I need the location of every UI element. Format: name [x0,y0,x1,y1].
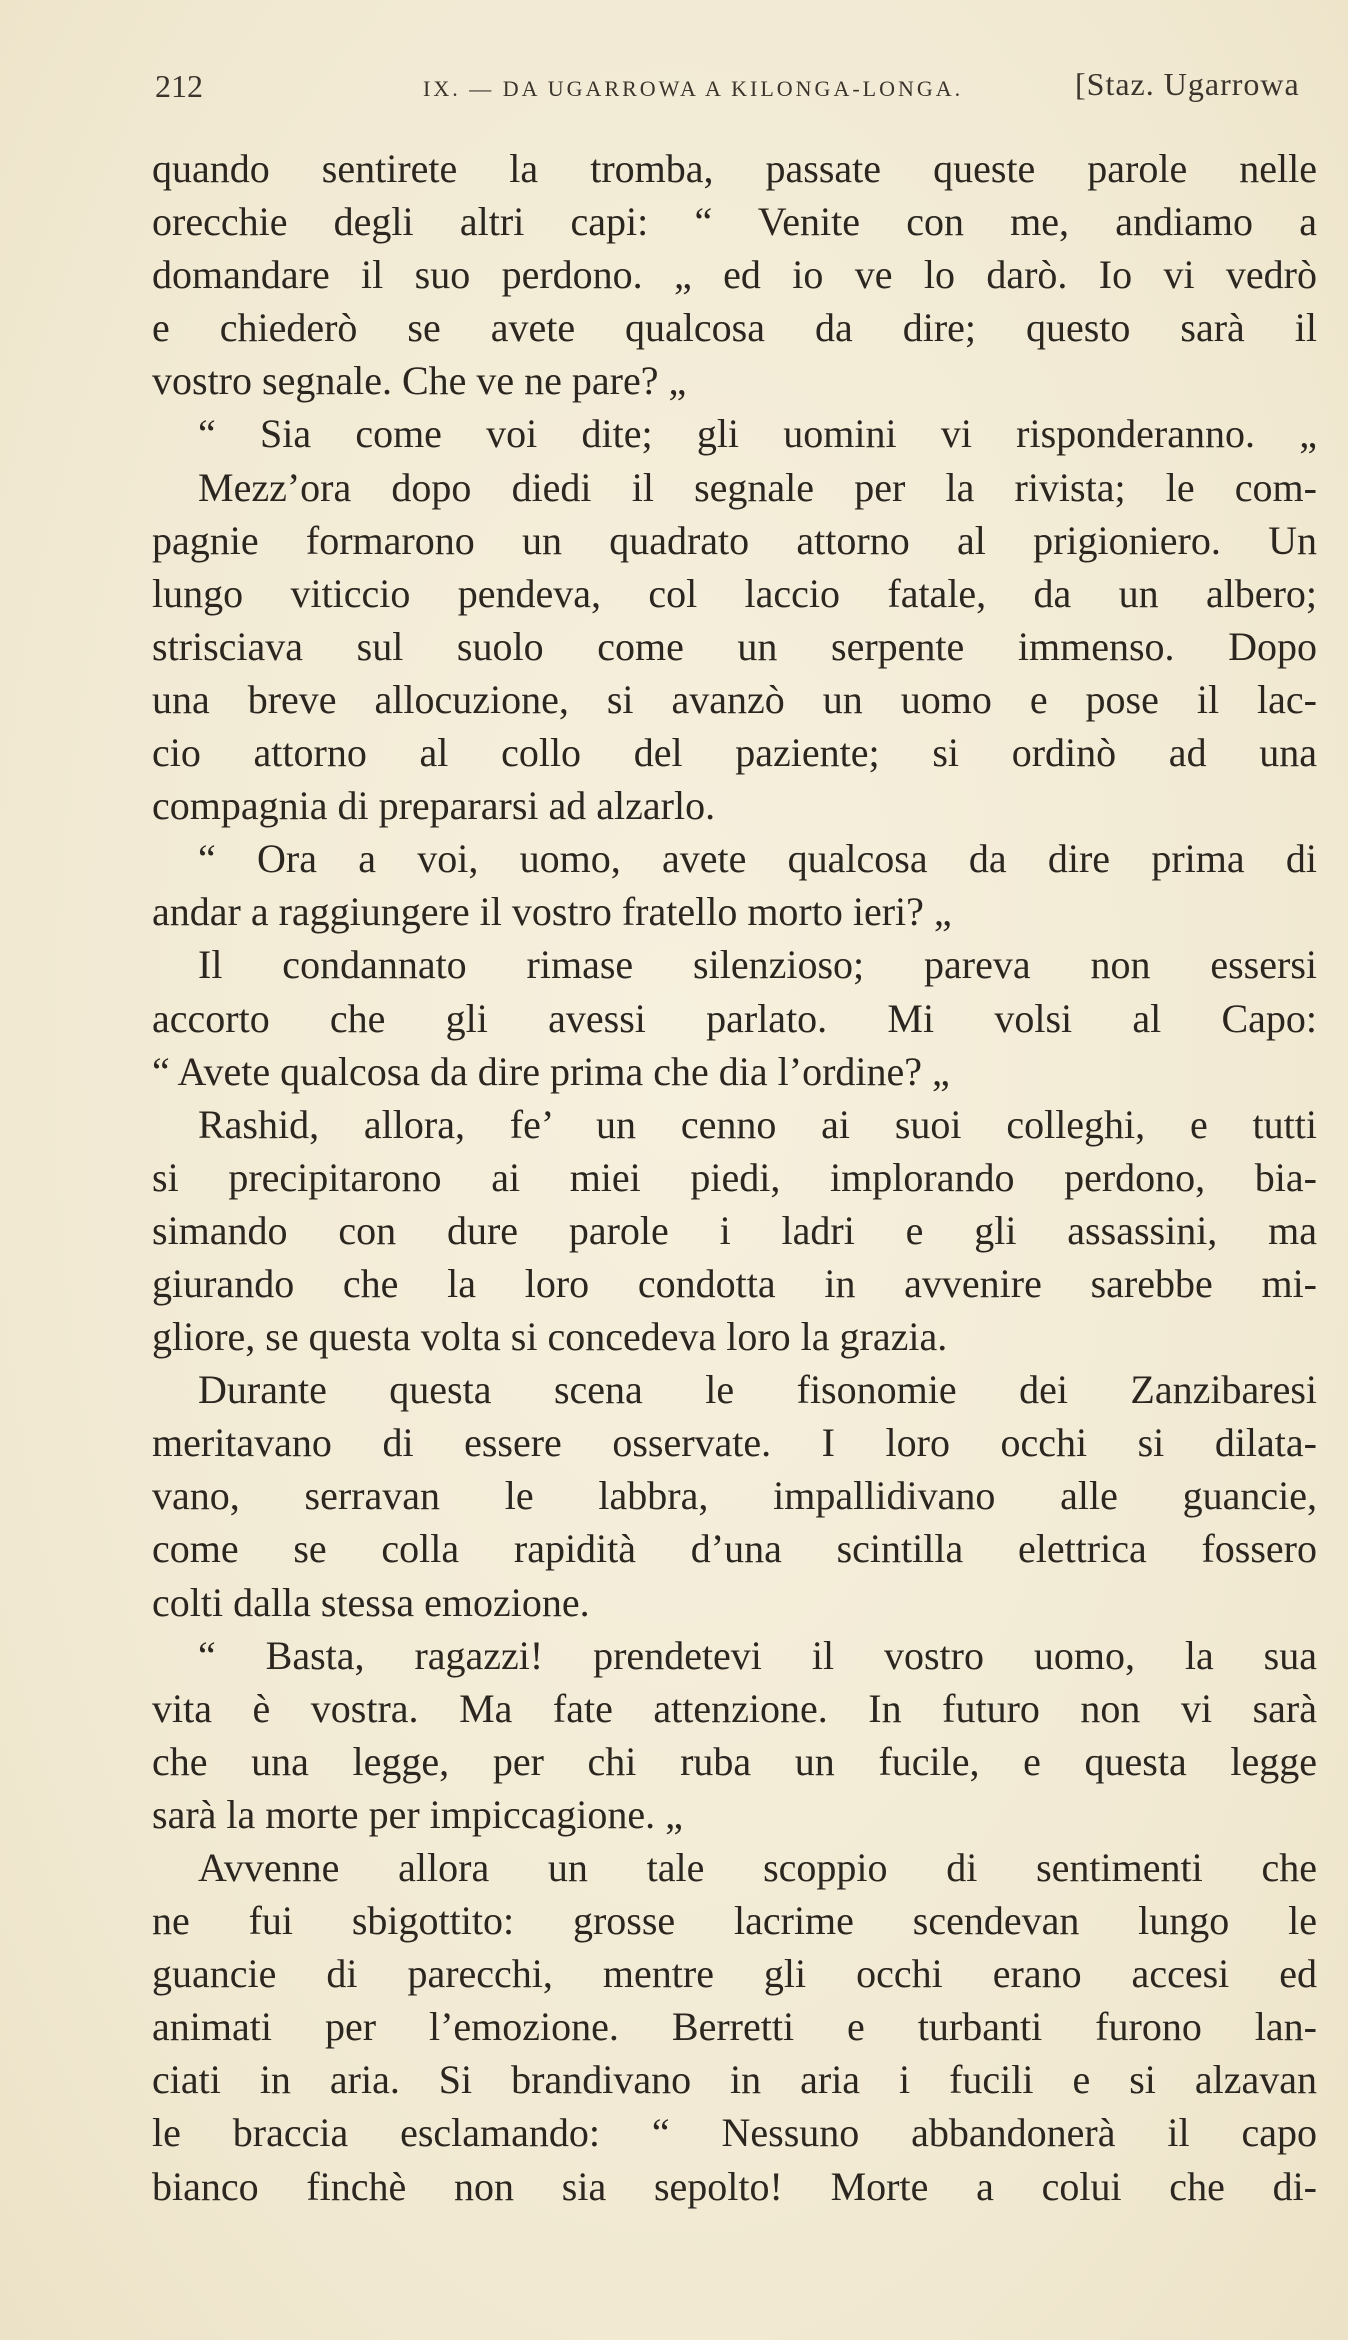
text-line: guancie di parecchi, mentre gli occhi erano accesi ed [152,1951,1317,1997]
text-line: che una legge, per chi ruba un fucile, e questa legge [152,1738,1317,1784]
text-line: ne fui sbigottito: grosse lacrime scendevan lungo le [152,1898,1317,1944]
text-line: bianco finchè non sia sepolto! Morte a colui che di- [152,2163,1317,2209]
body-text [152,142,1317,2213]
text-line: gliore, se questa volta si concedeva loro la grazia. [152,1314,948,1360]
text-line: Il condannato rimase silenzioso; pareva non essersi [198,942,1317,988]
station-label: [Staz. Ugarrowa [1075,66,1300,102]
text-line: e chiederò se avete qualcosa da dire; questo sarà il [152,305,1317,351]
running-head [155,62,1335,112]
text-line: orecchie degli altri capi: “ Venite con me, andiamo a [152,199,1317,245]
text-line: giurando che la loro condotta in avvenire sarebbe mi- [152,1260,1317,1306]
text-line: accorto che gli avessi parlato. Mi volsi al Capo: [152,995,1317,1041]
text-line: domandare il suo perdono. „ ed io ve lo darò. Io vi vedrò [152,252,1317,298]
page-number: 212 [155,68,203,104]
text-line: “ Basta, ragazzi! prendetevi il vostro uomo, la sua [198,1632,1317,1678]
text-line: cio attorno al collo del paziente; si ordinò ad una [152,730,1317,776]
text-line: vostro segnale. Che ve ne pare? „ [152,358,687,404]
text-line: Mezz’ora dopo diedi il segnale per la rivista; le com- [198,464,1317,510]
text-line: ciati in aria. Si brandivano in aria i fucili e si alzavan [152,2057,1317,2103]
text-line: colti dalla stessa emozione. [152,1579,590,1625]
text-line: strisciava sul suolo come un serpente immenso. Dopo [152,623,1317,669]
text-line: Durante questa scena le fisonomie dei Zanzibaresi [198,1367,1317,1413]
text-line: “ Avete qualcosa da dire prima che dia l’ordine? „ [152,1048,950,1094]
text-line: animati per l’emozione. Berretti e turbanti furono lan- [152,2004,1317,2050]
text-line: una breve allocuzione, si avanzò un uomo e pose il lac- [152,676,1317,722]
text-line: “ Ora a voi, uomo, avete qualcosa da dire prima di [198,836,1317,882]
text-line: come se colla rapidità d’una scintilla elettrica fossero [152,1526,1317,1572]
text-line: vano, serravan le labbra, impallidivano alle guancie, [152,1473,1317,1519]
text-line: “ Sia come voi dite; gli uomini vi risponderanno. „ [198,411,1317,457]
text-line: quando sentirete la tromba, passate queste parole nelle [152,146,1317,191]
text-line: Rashid, allora, fe’ un cenno ai suoi colleghi, e tutti [198,1101,1317,1147]
text-line: andar a raggiungere il vostro fratello morto ieri? „ [152,889,952,935]
text-line: sarà la morte per impiccagione. „ [152,1791,683,1837]
text-line: lungo viticcio pendeva, col laccio fatale, da un albero; [152,570,1317,616]
text-line: si precipitarono ai miei piedi, implorando perdono, bia- [152,1154,1317,1200]
text-line: Avvenne allora un tale scoppio di sentimenti che [198,1845,1317,1890]
text-line: compagnia di prepararsi ad alzarlo. [152,783,716,829]
text-line: vita è vostra. Ma fate attenzione. In futuro non vi sarà [152,1685,1317,1731]
chapter-title: IX. — DA UGARROWA A KILONGA-LONGA. [423,76,964,101]
text-line: simando con dure parole i ladri e gli assassini, ma [152,1207,1317,1253]
text-line: meritavano di essere osservate. I loro occhi si dilata- [152,1420,1317,1466]
text-line: pagnie formarono un quadrato attorno al prigioniero. Un [152,517,1317,563]
text-line: le braccia esclamando: “ Nessuno abbandonerà il capo [152,2110,1317,2156]
